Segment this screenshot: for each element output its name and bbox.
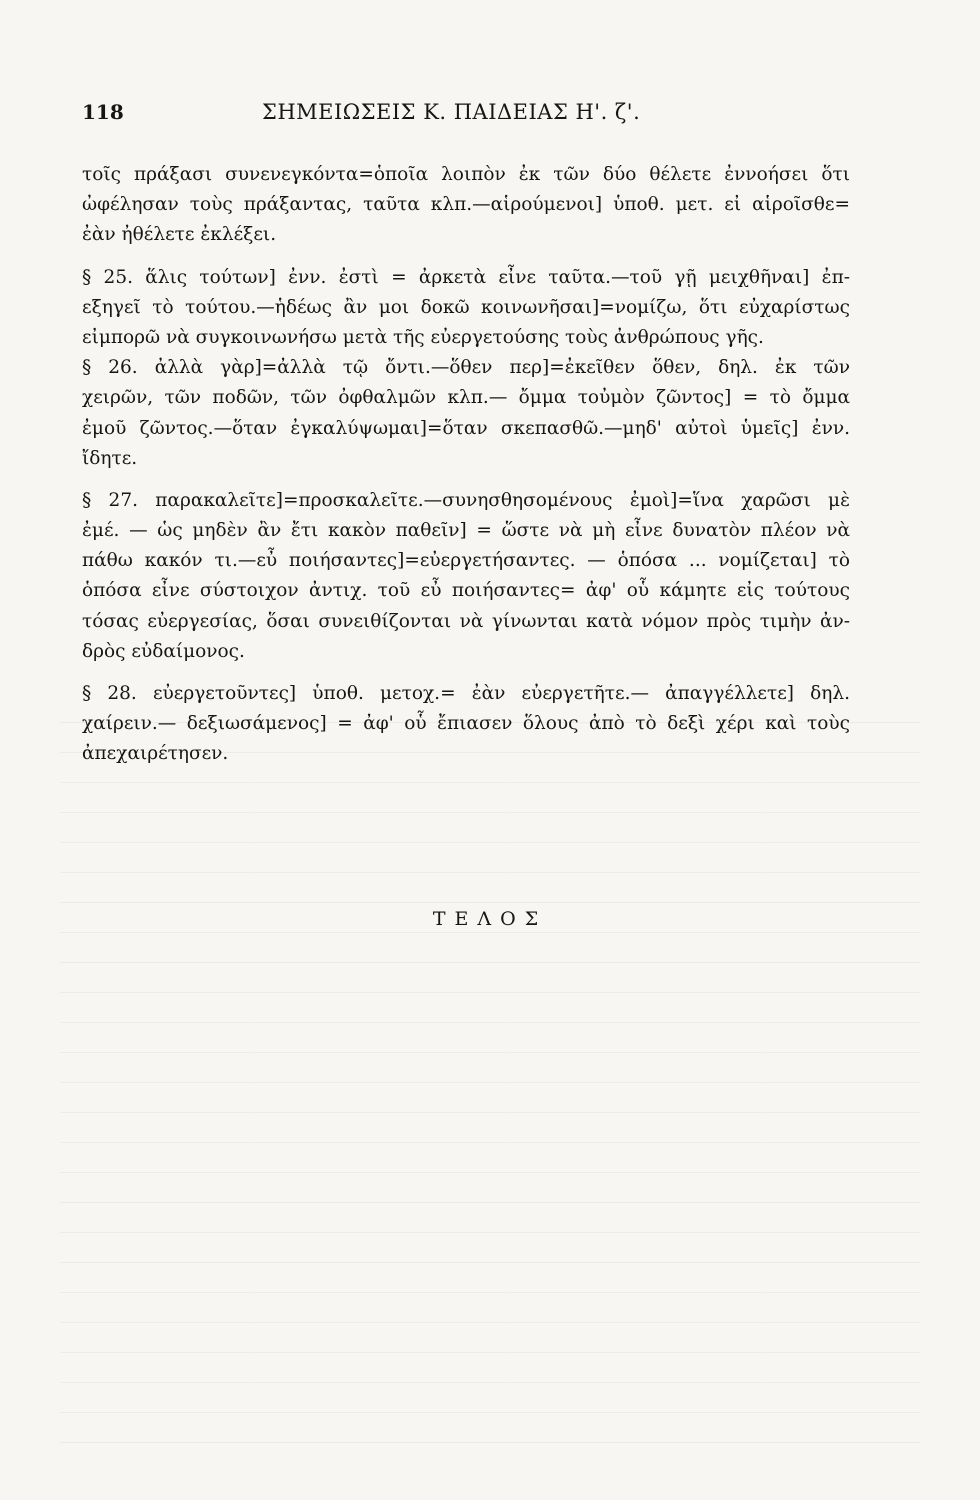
text-line: § 27. παρακαλεῖτε]=προσκαλεῖτε.—συνησθησομένους ἐμοὶ]=ἵνα χαρῶσι μὲ (82, 489, 850, 511)
commentary-text (82, 160, 850, 770)
text-line: ἐὰν ἠθέλετε ἐκλέξει. (82, 224, 277, 246)
text-line: πάθω κακόν τι.—εὖ ποιήσαντες]=εὐεργετήσαντες. — ὁπόσα ... νομίζεται] τὸ (82, 550, 850, 572)
text-line: ἴδητε. (82, 447, 138, 469)
text-line: εξηγεῖ τὸ τούτου.—ἡδέως ἂν μοι δοκῶ κοινωνῆσαι]=νομίζω, ὅτι εὐχαρίστως (82, 296, 850, 318)
paragraph-section-25 (82, 263, 850, 354)
text-line: χαίρειν.— δεξιωσάμενος] = ἀφ' οὗ ἔπιασεν ὅλους ἀπὸ τὸ δεξὶ χέρι καὶ τοὺς (82, 713, 850, 735)
text-line: ἐμέ. — ὡς μηδὲν ἂν ἔτι κακὸν παθεῖν] = ὥστε νὰ μὴ εἶνε δυνατὸν πλέον νὰ (82, 520, 850, 542)
text-line: ἐμοῦ ζῶντος.—ὅταν ἐγκαλύψωμαι]=ὅταν σκεπασθῶ.—μηδ' αὐτοὶ ὑμεῖς] ἐνν. (82, 417, 850, 439)
paragraph-section-27 (82, 486, 850, 667)
running-head: ΣΗΜΕΙΩΣΕΙΣ Κ. ΠΑΙΔΕΙΑΣ Η'. ζ'. (262, 100, 641, 124)
text-line: τόσας εὐεργεσίας, ὅσαι συνειθίζονται νὰ γίνωνται κατὰ νόμον πρὸς τιμὴν ἀν- (82, 610, 850, 632)
text-line: § 26. ἀλλὰ γὰρ]=ἀλλὰ τῷ ὄντι.—ὅθεν περ]=ἐκεῖθεν ὅθεν, δηλ. ἐκ τῶν (82, 357, 850, 379)
text-line: § 28. εὐεργετοῦντες] ὑποθ. μετοχ.= ἐὰν εὐεργετῆτε.— ἀπαγγέλλετε] δηλ. (82, 683, 850, 704)
paragraph-intro (82, 160, 850, 251)
text-line: δρὸς εὐδαίμονος. (82, 640, 245, 662)
end-marker: ΤΕΛΟΣ (432, 908, 548, 930)
text-line: τοῖς πράξασι συνενεγκόντα=ὁποῖα λοιπὸν ἐκ τῶν δύο θέλετε ἐννοήσει ὅτι (82, 164, 850, 185)
paragraph-section-28 (82, 679, 850, 770)
text-line: εἰμπορῶ νὰ συγκοινωνήσω μετὰ τῆς εὐεργετούσης τοὺς ἀνθρώπους γῆς. (82, 326, 764, 348)
paragraph-section-26 (82, 353, 850, 474)
text-line: ἀπεχαιρέτησεν. (82, 743, 229, 765)
text-line: ὠφέλησαν τοὺς πράξαντας, ταῦτα κλπ.—αἱρούμενοι] ὑποθ. μετ. εἰ αἱροῖσθε= (82, 194, 850, 216)
page-header (82, 100, 852, 132)
page-number: 118 (82, 100, 124, 124)
text-line: § 25. ἅλις τούτων] ἐνν. ἐστὶ = ἀρκετὰ εἶνε ταῦτα.—τοῦ γῇ μειχθῆναι] ἐπ- (82, 266, 850, 288)
text-line: χειρῶν, τῶν ποδῶν, τῶν ὀφθαλμῶν κλπ.— ὄμμα τοὐμὸν ζῶντος] = τὸ ὄμμα (82, 387, 850, 409)
show-through-texture (60, 700, 920, 1460)
text-line: ὁπόσα εἶνε σύστοιχον ἀντιχ. τοῦ εὖ ποιήσαντες= ἀφ' οὗ κάμητε εἰς τούτους (82, 580, 850, 602)
